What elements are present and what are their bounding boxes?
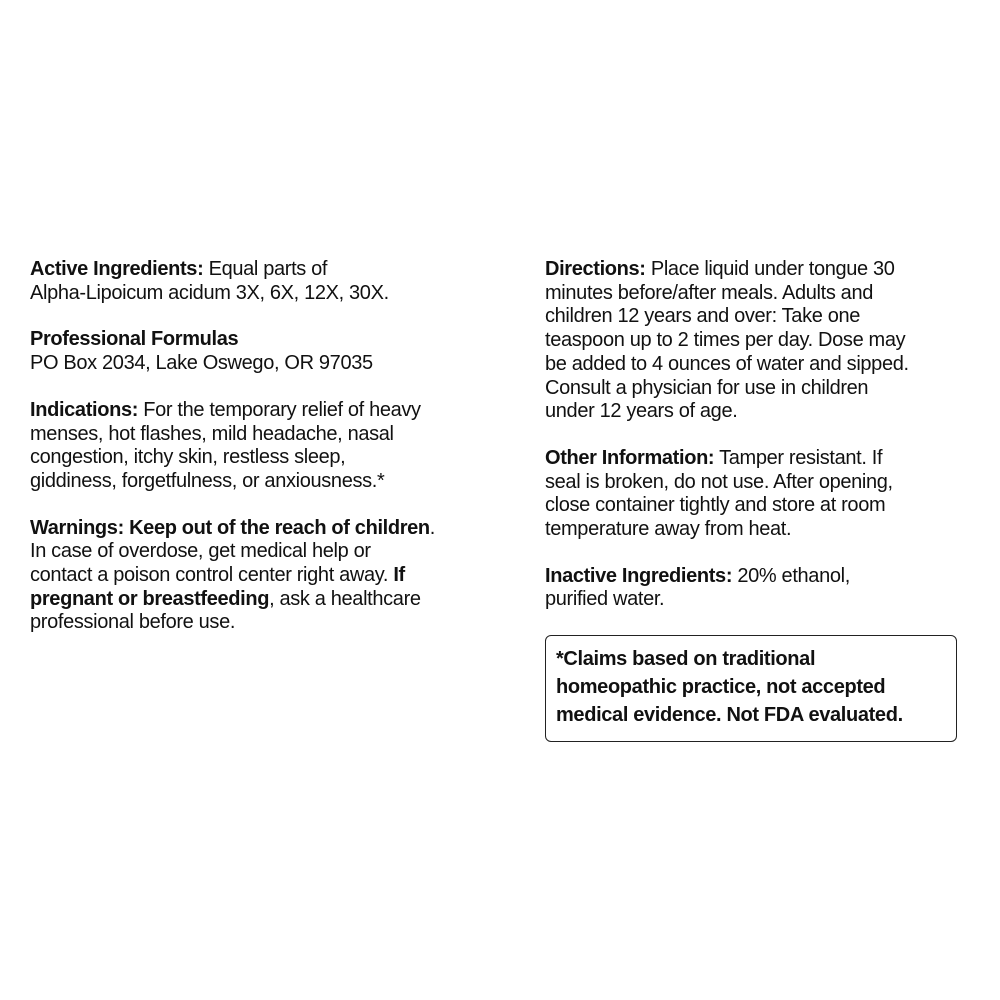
indications-section [30, 399, 510, 494]
warnings-label-end: . [429, 516, 436, 539]
warnings-line-1 [30, 517, 510, 541]
warnings-line-3 [30, 564, 510, 588]
company-section [30, 328, 510, 375]
inactive-ingredients-line-2: purified water. [545, 588, 665, 611]
other-information-section [545, 447, 985, 542]
warnings-line-4-bold: pregnant or breastfeeding [30, 587, 270, 610]
other-information-label: Other Information: [545, 446, 715, 469]
other-information-line-3: close container tightly and store at room [545, 494, 886, 517]
warnings-line-4 [30, 588, 510, 612]
indications-line-3: congestion, itchy skin, restless sleep, [30, 446, 346, 469]
claims-line-1: *Claims based on traditional [556, 648, 816, 671]
other-information-line-4: temperature away from heat. [545, 518, 792, 541]
active-ingredients-line-1 [30, 258, 510, 282]
active-ingredients-line-2: Alpha-Lipoicum acidum 3X, 6X, 12X, 30X. [30, 281, 389, 304]
other-information-line-2: seal is broken, do not use. After opening, [545, 470, 893, 493]
directions-line-6: Consult a physician for use in children [545, 376, 869, 399]
active-ingredients-section [30, 258, 510, 305]
inactive-ingredients-line-1 [545, 565, 985, 589]
indications-line-4: giddiness, forgetfulness, or anxiousness.* [30, 469, 385, 492]
directions-label: Directions: [545, 258, 646, 280]
inactive-ingredients-section [545, 565, 985, 612]
active-ingredients-label: Active Ingredients: [30, 258, 204, 280]
indications-line-2: menses, hot flashes, mild headache, nasal [30, 422, 394, 445]
directions-text: Place liquid under tongue 30 [645, 258, 895, 280]
claims-line-3: medical evidence. Not FDA evaluated. [556, 704, 903, 727]
directions-section [545, 258, 985, 424]
left-column [30, 258, 510, 658]
warnings-line-5: professional before use. [30, 611, 236, 634]
warnings-line-3-text: contact a poison control center right away. [30, 564, 389, 587]
warnings-line-4-text: , ask a healthcare [269, 587, 421, 610]
other-information-text: Tamper resistant. If [714, 446, 883, 469]
active-ingredients-text: Equal parts of [203, 258, 328, 280]
directions-line-5: be added to 4 ounces of water and sipped. [545, 352, 909, 375]
indications-text: For the temporary relief of heavy [138, 398, 421, 421]
claims-disclaimer-box [545, 635, 957, 742]
indications-line-1 [30, 399, 510, 423]
right-column [545, 258, 985, 742]
other-information-line-1 [545, 447, 985, 471]
warnings-line-2: In case of overdose, get medical help or [30, 540, 371, 563]
inactive-ingredients-label: Inactive Ingredients: [545, 564, 733, 587]
warnings-line-3-bold: If [388, 564, 405, 587]
directions-line-7: under 12 years of age. [545, 400, 738, 423]
directions-line-3: children 12 years and over: Take one [545, 305, 861, 328]
inactive-ingredients-text: 20% ethanol, [732, 564, 850, 587]
claims-line-2: homeopathic practice, not accepted [556, 676, 886, 699]
company-address: PO Box 2034, Lake Oswego, OR 97035 [30, 352, 373, 375]
directions-line-1 [545, 258, 985, 282]
directions-line-2: minutes before/after meals. Adults and [545, 281, 873, 304]
warnings-section [30, 517, 510, 636]
directions-line-4: teaspoon up to 2 times per day. Dose may [545, 329, 906, 352]
company-name: Professional Formulas [30, 328, 239, 351]
warnings-label: Warnings: Keep out of the reach of children [30, 516, 430, 539]
indications-label: Indications: [30, 398, 139, 421]
